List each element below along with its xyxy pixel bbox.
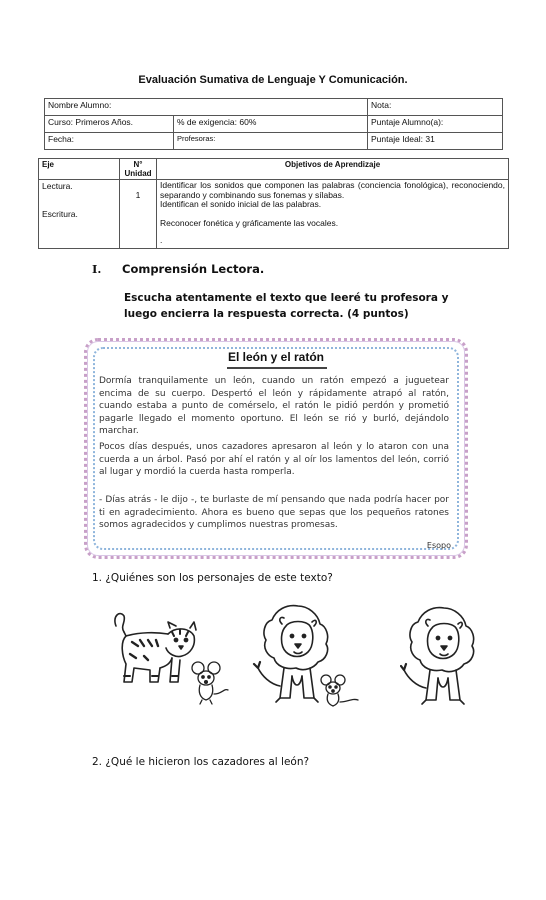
axis-writing: Escritura. xyxy=(42,209,78,219)
lion-drawing[interactable] xyxy=(400,604,490,708)
unit-number: 1 xyxy=(135,190,141,200)
axis-reading: Lectura. xyxy=(42,181,73,191)
objectives-cell xyxy=(157,180,509,249)
question-1: 1. ¿Quiénes son los personajes de este texto? xyxy=(92,572,333,584)
instruction-text: Escucha atentamente el texto que leeré tu profesora y luego encierra la respuesta correcta. (4 puntos) xyxy=(124,292,449,320)
unit-header-line1: N° xyxy=(133,160,143,169)
student-score-cell: Puntaje Alumno(a): xyxy=(368,116,503,133)
grade-cell: Nota: xyxy=(368,99,503,116)
story-paragraph-2: Pocos días después, unos cazadores apresaron al león y lo ataron con una cuerda a un árbol. Pasó por ahí el ratón y al oír los lamentos del león, corrió al lugar y mordió la cuerda hasta romperla. xyxy=(99,442,449,477)
story-paragraph-3: - Días atrás - le dijo -, te burlaste de mí pensando que nada podría hacer por ti en agradecimiento. Ahora es bueno que sepas que los pequeños ratones somos agradecidos y cumplimos nuestras promesas. xyxy=(99,495,449,530)
ideal-score-cell: Puntaje Ideal: 31 xyxy=(368,133,503,150)
objectives-table xyxy=(38,158,509,249)
question-2: 2. ¿Qué le hicieron los cazadores al león? xyxy=(92,756,310,768)
story-box xyxy=(84,338,468,559)
story-title-underline xyxy=(227,367,327,369)
section-heading xyxy=(92,262,264,276)
story-paragraph-1: Dormía tranquilamente un león, cuando un ratón empezó a juguetear encima de su cuerpo. Despertó el león y rápidamente atrapó al ratón, cuando estaba a punto de comérselo, el ratón le pidió perdón y prometió pagarle llegado el momento oportuno. El león se rió y burló, dejándolo marchar. xyxy=(99,376,449,436)
requirement-cell: % de exigencia: 60% xyxy=(174,116,368,133)
page-title: Evaluación Sumativa de Lenguaje Y Comunicación. xyxy=(138,74,408,86)
story-title: El león y el ratón xyxy=(227,350,325,364)
objective-3: Reconocer fonética y gráficamente las vocales. xyxy=(160,217,339,228)
unit-cell xyxy=(120,180,157,249)
objective-2: Identifican el sonido inicial de las palabras. xyxy=(160,199,322,209)
story-author: Esopo xyxy=(426,541,451,550)
teachers-cell: Profesoras: xyxy=(174,133,368,150)
course-cell: Curso: Primeros Años. xyxy=(45,116,174,133)
date-cell: Fecha: xyxy=(45,133,174,150)
student-name-cell: Nombre Alumno: xyxy=(45,99,368,116)
unit-header xyxy=(120,159,157,180)
objective-4: . xyxy=(160,235,163,245)
axis-header: Eje xyxy=(39,159,120,180)
student-info-table xyxy=(44,98,503,150)
unit-header-line2: Unidad xyxy=(124,169,152,178)
section-number: I. xyxy=(92,262,102,276)
objectives-header: Objetivos de Aprendizaje xyxy=(157,159,509,180)
objective-1: Identificar los sonidos que componen las palabras (conciencia fonológica), reconociendo, separando y combinando sus fonemas y sílabas. xyxy=(160,180,505,200)
section-title: Comprensión Lectora. xyxy=(122,262,265,276)
lion-and-mouse-drawing[interactable] xyxy=(250,602,370,710)
axis-cell xyxy=(39,180,120,249)
tiger-and-mouse-drawing[interactable] xyxy=(110,606,235,706)
